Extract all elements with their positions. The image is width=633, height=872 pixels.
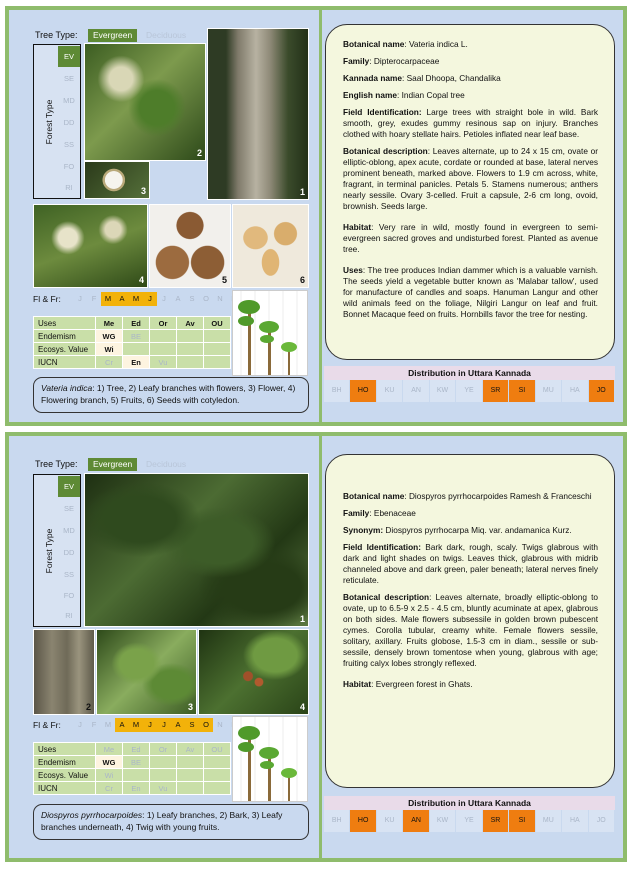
description-label: Family	[343, 56, 370, 66]
attributes-table	[33, 742, 231, 795]
district-cell: HO	[350, 810, 376, 832]
attribute-value	[123, 343, 150, 356]
species-card-2	[5, 432, 627, 862]
description-text: : Vateria indica L.	[404, 39, 468, 49]
attribute-value: BE	[123, 756, 150, 769]
tree-profile-illustration	[232, 290, 308, 376]
tree-type-deciduous: Deciduous	[146, 459, 187, 469]
distribution-title: Distribution in Uttara Kannada	[324, 796, 615, 810]
forest-type-box	[33, 474, 81, 627]
district-cell: KW	[430, 380, 456, 402]
attribute-value: Av	[177, 317, 204, 330]
tree-profile-icon	[233, 291, 307, 375]
photo-number: 4	[138, 275, 144, 285]
district-cell: MU	[536, 380, 562, 402]
month-cell: S	[189, 294, 195, 303]
description-text: : Ebenaceae	[369, 508, 416, 518]
attribute-value	[204, 356, 231, 369]
attribute-value: Wi	[96, 343, 123, 356]
right-panel	[317, 10, 623, 422]
month-cell: A	[115, 718, 129, 732]
attribute-label: IUCN	[34, 356, 96, 369]
description-label: English name	[343, 90, 397, 100]
month-cell: J	[157, 718, 171, 732]
flfr-label: Fl & Fr:	[33, 720, 61, 730]
description-text: : Saal Dhoopa, Chandalika	[402, 73, 501, 83]
district-cell: HA	[562, 810, 588, 832]
description-label: Habitat	[343, 222, 372, 232]
distribution-strip	[324, 380, 615, 402]
tree-type-deciduous: Deciduous	[146, 30, 187, 40]
district-cell: SR	[483, 380, 509, 402]
photo-number: 1	[299, 187, 305, 197]
forest-type-se: SE	[63, 74, 74, 83]
description-label: Field Identification:	[343, 542, 421, 552]
tree-profile-illustration	[232, 716, 308, 802]
forest-type-title: Forest Type	[44, 99, 54, 144]
tree-type-evergreen: Evergreen	[88, 458, 137, 471]
forest-type-title: Forest Type	[44, 528, 54, 573]
forest-type-md: MD	[63, 526, 75, 535]
description-paragraph	[343, 90, 598, 101]
description-paragraph	[343, 525, 598, 536]
description-label: Synonym:	[343, 525, 384, 535]
description-paragraph	[343, 592, 598, 669]
photo-number: 2	[85, 702, 91, 712]
attribute-value: Ed	[123, 743, 150, 756]
attribute-value	[150, 343, 177, 356]
district-cell: SI	[509, 810, 535, 832]
attribute-value	[177, 330, 204, 343]
description-paragraph	[343, 146, 598, 212]
description-label: Botanical description	[343, 146, 428, 156]
photo-caption	[33, 377, 309, 413]
attribute-value: En	[123, 356, 150, 369]
description-paragraph	[343, 222, 598, 255]
flfr-label: Fl & Fr:	[33, 294, 61, 304]
photo-leafy-branch-flowers	[84, 43, 206, 161]
attribute-value: Vu	[150, 356, 177, 369]
district-cell: HO	[350, 380, 376, 402]
attribute-row	[34, 343, 231, 356]
attribute-value: BE	[123, 330, 150, 343]
forest-type-box	[33, 44, 81, 199]
district-cell: MU	[536, 810, 562, 832]
district-cell: JO	[589, 810, 615, 832]
attribute-value: Vu	[150, 782, 177, 795]
attribute-value: Me	[96, 317, 123, 330]
photo-number: 1	[299, 614, 305, 624]
attribute-value	[177, 769, 204, 782]
attribute-row	[34, 317, 231, 330]
month-cell: J	[143, 718, 157, 732]
tree-profile-icon	[233, 717, 307, 801]
attribute-value: Wi	[96, 769, 123, 782]
attribute-label: Ecosys. Value	[34, 343, 96, 356]
attribute-row	[34, 356, 231, 369]
district-cell: YE	[456, 380, 482, 402]
attribute-value	[204, 343, 231, 356]
description-paragraph	[343, 491, 598, 502]
description-paragraph	[343, 56, 598, 67]
attribute-row	[34, 756, 231, 769]
photo-leafy-branches-underneath	[96, 629, 197, 715]
description-label: Field Identification:	[343, 107, 422, 117]
left-panel	[9, 10, 317, 422]
photo-tree-trunk	[207, 28, 309, 200]
forest-type-ri: RI	[65, 183, 73, 192]
photo-twig-young-fruits	[198, 629, 309, 715]
attribute-value: OU	[204, 317, 231, 330]
caption-species: Vateria indica	[41, 383, 93, 393]
forest-type-se: SE	[63, 504, 74, 513]
description-text: Bark dark, rough, scaly. Twigs glabrous with dark and light shades on twigs. Leaves thick, glabrous with midrib channeled above and dark green, paler beneath; lateral nerves finely reticulate.	[343, 542, 598, 585]
month-cell: F	[91, 720, 97, 729]
month-cell: A	[115, 292, 129, 306]
district-cell: SI	[509, 380, 535, 402]
description-label: Botanical name	[343, 491, 405, 501]
photo-number: 3	[187, 702, 193, 712]
photo-bark	[33, 629, 95, 715]
description-label: Botanical name	[343, 39, 405, 49]
attribute-row	[34, 743, 231, 756]
attribute-value: Av	[177, 743, 204, 756]
photo-flowering-branch	[33, 204, 148, 288]
photo-fruits	[149, 204, 231, 288]
description-label: Habitat	[343, 679, 372, 689]
right-panel	[317, 436, 623, 858]
attribute-value	[177, 756, 204, 769]
forest-type-ss: SS	[63, 140, 74, 149]
forest-type-fo: FO	[63, 162, 75, 171]
month-cell: N	[217, 720, 223, 729]
district-cell: YE	[456, 810, 482, 832]
month-cell: N	[217, 294, 223, 303]
description-label: Botanical description	[343, 592, 430, 602]
description-text: : Very rare in wild, mostly found in evergreen to semi-evergreen sacred groves and undisturbed forest. Planted as avenue tree.	[343, 222, 598, 254]
species-description	[325, 24, 615, 360]
month-cell: O	[203, 294, 209, 303]
attribute-row	[34, 769, 231, 782]
photo-flower	[84, 161, 150, 199]
attribute-value: WG	[96, 756, 123, 769]
attribute-value: Ed	[123, 317, 150, 330]
attribute-row	[34, 782, 231, 795]
species-card-1	[5, 6, 627, 426]
forest-type-dd: DD	[63, 118, 75, 127]
photo-number: 2	[196, 148, 202, 158]
district-cell: AN	[403, 380, 429, 402]
attribute-value: Or	[150, 317, 177, 330]
description-label: Family	[343, 508, 370, 518]
attribute-value	[150, 769, 177, 782]
month-cell: M	[101, 292, 115, 306]
month-cell: J	[143, 292, 157, 306]
attribute-value	[150, 756, 177, 769]
district-cell: KW	[430, 810, 456, 832]
attribute-value	[150, 330, 177, 343]
description-text: : Evergreen forest in Ghats.	[371, 679, 473, 689]
district-cell: KU	[377, 380, 403, 402]
description-paragraph	[343, 107, 598, 140]
district-cell: AN	[403, 810, 429, 832]
attribute-label: Uses	[34, 317, 96, 330]
description-text: : Dipterocarpaceae	[369, 56, 440, 66]
attribute-value: OU	[204, 743, 231, 756]
attribute-value	[177, 356, 204, 369]
attribute-label: Ecosys. Value	[34, 769, 96, 782]
caption-text: : 1) Tree, 2) Leafy branches with flowers, 3) Flower, 4) Flowering branch, 5) Fruits, 6) Seeds with cotyledon.	[41, 383, 296, 405]
photo-number: 5	[221, 275, 227, 285]
month-cell: J	[162, 294, 166, 303]
month-cell: O	[199, 718, 213, 732]
description-text: : Diospyros pyrrhocarpoides Ramesh & Franceschi	[404, 491, 592, 501]
description-paragraph	[343, 73, 598, 84]
attribute-label: Endemism	[34, 756, 96, 769]
attribute-value	[123, 769, 150, 782]
description-text: : Leaves alternate, up to 24 x 15 cm, ovate or elliptic-oblong, apex acute, cordate or rounded at base, lateral nerves prominent beneath, marked above. Flowers to 1.9 cm across, white, fragrant, in terminal panicles. Petals 5. Stamens numerous; anthers nearly sessile. Ovary 3-celled. Fruit a capsule, 2-6 cm long, ovoid, brownish. Seeds large.	[343, 146, 598, 211]
photo-seeds-cotyledon	[232, 204, 309, 288]
description-paragraph	[343, 679, 598, 690]
forest-type-md: MD	[63, 96, 75, 105]
district-cell: BH	[324, 810, 350, 832]
photo-leafy-branches	[84, 473, 309, 627]
month-cell: M	[129, 718, 143, 732]
flowering-fruiting-months	[33, 718, 233, 732]
month-cell: M	[129, 292, 143, 306]
attribute-value: Cr	[96, 782, 123, 795]
attribute-value	[204, 782, 231, 795]
attribute-value	[177, 343, 204, 356]
month-cell: A	[171, 718, 185, 732]
description-paragraph	[343, 265, 598, 320]
description-label: Kannada name	[343, 73, 403, 83]
description-paragraph	[343, 39, 598, 50]
photo-number: 3	[140, 186, 146, 196]
attribute-value: Me	[96, 743, 123, 756]
left-panel	[9, 436, 317, 858]
description-paragraph	[343, 542, 598, 586]
attribute-value: Or	[150, 743, 177, 756]
attribute-value: En	[123, 782, 150, 795]
attribute-value: Cr	[96, 356, 123, 369]
forest-type-ev: EV	[58, 476, 80, 497]
attribute-label: Uses	[34, 743, 96, 756]
caption-species: Diospyros pyrrhocarpoides	[41, 810, 143, 820]
description-label: Uses	[343, 265, 363, 275]
description-text: : Indian Copal tree	[396, 90, 465, 100]
month-cell: S	[185, 718, 199, 732]
caption-text: : 1) Leafy branches, 2) Bark, 3) Leafy branches underneath, 4) Twig with young fruits.	[41, 810, 283, 832]
species-description	[325, 454, 615, 788]
distribution-title: Distribution in Uttara Kannada	[324, 366, 615, 380]
attributes-table	[33, 316, 231, 369]
district-cell: KU	[377, 810, 403, 832]
attribute-label: IUCN	[34, 782, 96, 795]
photo-number: 4	[299, 702, 305, 712]
district-cell: SR	[483, 810, 509, 832]
forest-type-fo: FO	[63, 591, 75, 600]
tree-type-label: Tree Type:	[35, 459, 78, 469]
district-cell: HA	[562, 380, 588, 402]
forest-type-ri: RI	[65, 611, 73, 620]
district-cell: JO	[589, 380, 615, 402]
photo-caption	[33, 804, 309, 840]
attribute-row	[34, 330, 231, 343]
attribute-value	[204, 769, 231, 782]
distribution-strip	[324, 810, 615, 832]
photo-number: 6	[299, 275, 305, 285]
description-text: : Leaves alternate, broadly elliptic-oblong to ovate, up to 6.5-9 x 2.5 - 4.5 cm, bluntly acuminate at apex, glabrous on both sides. Male flowers subsessile in golden brown pubescent cymes. Corolla tubular, creamy white. Female flowers sessile, solitary, axillary. Fruits globose, 1.5-3 cm in diam., sessile or sub-sessile, densely brown tomentose when young, glabrous with age; fruiting calyx lobes strongly reflexed.	[343, 592, 598, 668]
forest-type-ev: EV	[58, 46, 80, 67]
description-paragraph	[343, 508, 598, 519]
month-cell: J	[78, 720, 82, 729]
flowering-fruiting-months	[33, 292, 233, 306]
description-text: Diospyros pyrrhocarpa Miq. var. andamanica Kurz.	[383, 525, 572, 535]
attribute-label: Endemism	[34, 330, 96, 343]
attribute-value: WG	[96, 330, 123, 343]
month-cell: M	[104, 720, 112, 729]
description-text: : The tree produces Indian dammer which is a valuable varnish. The seeds yield a vegetable butter known as 'Malabar tallow', used for manufacture of candles and soaps. Hanuman Langur and other wild animals feed on the foliage, Nilgiri Langur on leaf and fruit. Bonnet Macaque feed on fruits. Hornbills favor the tree for nesting.	[343, 265, 598, 319]
forest-type-dd: DD	[63, 548, 75, 557]
month-cell: A	[175, 294, 181, 303]
month-cell: F	[91, 294, 97, 303]
tree-type-evergreen: Evergreen	[88, 29, 137, 42]
tree-type-label: Tree Type:	[35, 30, 78, 40]
district-cell: BH	[324, 380, 350, 402]
attribute-value	[204, 330, 231, 343]
forest-type-ss: SS	[63, 570, 74, 579]
attribute-value	[177, 782, 204, 795]
attribute-value	[204, 756, 231, 769]
description-text: Large trees with straight bole in wild. Bark smooth, grey, exudes gummy resinous sap on injury. Branches clothed with hoary stellate hairs. Petioles inflated near leaf base.	[343, 107, 598, 139]
month-cell: J	[78, 294, 82, 303]
